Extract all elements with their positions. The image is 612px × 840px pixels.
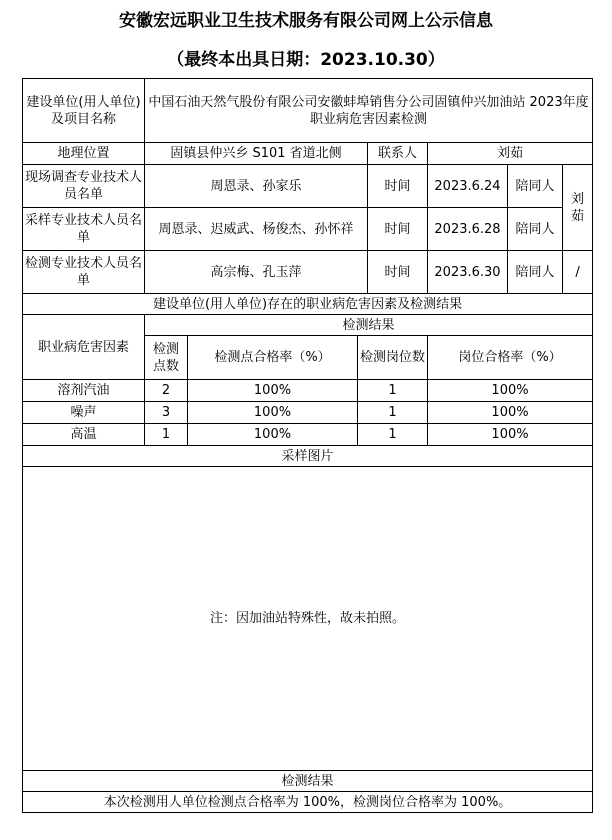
survey-staff: 周恩录、孙家乐 — [145, 165, 368, 208]
point-rate-cell: 100% — [188, 402, 358, 424]
points-cell: 1 — [145, 424, 188, 446]
table-row — [23, 424, 593, 446]
point-rate-cell: 100% — [188, 380, 358, 402]
col-post-rate: 岗位合格率（%） — [428, 336, 593, 380]
points-cell: 3 — [145, 402, 188, 424]
testing-staff: 高宗梅、孔玉萍 — [145, 251, 368, 294]
survey-accompany-label: 陪同人 — [508, 165, 563, 208]
posts-cell: 1 — [358, 380, 428, 402]
table-row — [23, 402, 593, 424]
sampling-label: 采样专业技术人员名单 — [23, 208, 145, 251]
photos-note: 注：因加油站特殊性，故未拍照。 — [23, 467, 593, 771]
table-row — [23, 380, 593, 402]
factor-cell: 高温 — [23, 424, 145, 446]
conclusion-title: 检测结果 — [23, 771, 593, 792]
col-point-rate: 检测点合格率（%） — [188, 336, 358, 380]
survey-time-label: 时间 — [368, 165, 428, 208]
sampling-time-label: 时间 — [368, 208, 428, 251]
issue-date: （最终本出具日期：2023.10.30） — [167, 50, 445, 70]
testing-accompany-label: 陪同人 — [508, 251, 563, 294]
posts-cell: 1 — [358, 402, 428, 424]
contact-label: 联系人 — [368, 143, 428, 165]
page-title: 安徽宏远职业卫生技术服务有限公司网上公示信息 — [119, 11, 493, 31]
contact-value: 刘茹 — [428, 143, 593, 165]
result-header: 检测结果 — [145, 315, 593, 336]
posts-cell: 1 — [358, 424, 428, 446]
post-rate-cell: 100% — [428, 424, 593, 446]
survey-date: 2023.6.24 — [428, 165, 508, 208]
results-section-title: 建设单位(用人单位)存在的职业病危害因素及检测结果 — [23, 294, 593, 315]
survey-label: 现场调查专业技术人员名单 — [23, 165, 145, 208]
testing-accompany-value: / — [563, 251, 593, 294]
post-rate-cell: 100% — [428, 380, 593, 402]
location-value: 固镇县仲兴乡 S101 省道北侧 — [145, 143, 368, 165]
accompany-person: 刘茹 — [563, 165, 593, 251]
testing-time-label: 时间 — [368, 251, 428, 294]
sampling-date: 2023.6.28 — [428, 208, 508, 251]
project-value: 中国石油天然气股份有限公司安徽蚌埠销售分公司固镇仲兴加油站 2023年度职业病危害因素检测 — [145, 79, 593, 143]
testing-label: 检测专业技术人员名单 — [23, 251, 145, 294]
factor-cell: 溶剂汽油 — [23, 380, 145, 402]
col-points: 检测点数 — [145, 336, 188, 380]
points-cell: 2 — [145, 380, 188, 402]
location-label: 地理位置 — [23, 143, 145, 165]
conclusion-text: 本次检测用人单位检测点合格率为 100%，检测岗位合格率为 100%。 — [23, 792, 593, 813]
project-label: 建设单位(用人单位)及项目名称 — [23, 79, 145, 143]
sampling-staff: 周恩录、迟威武、杨俊杰、孙怀祥 — [145, 208, 368, 251]
point-rate-cell: 100% — [188, 424, 358, 446]
factor-cell: 噪声 — [23, 402, 145, 424]
disclosure-table — [22, 78, 593, 813]
sampling-accompany-label: 陪同人 — [508, 208, 563, 251]
testing-date: 2023.6.30 — [428, 251, 508, 294]
col-posts: 检测岗位数 — [358, 336, 428, 380]
post-rate-cell: 100% — [428, 402, 593, 424]
factor-header: 职业病危害因素 — [23, 315, 145, 380]
photos-title: 采样图片 — [23, 446, 593, 467]
